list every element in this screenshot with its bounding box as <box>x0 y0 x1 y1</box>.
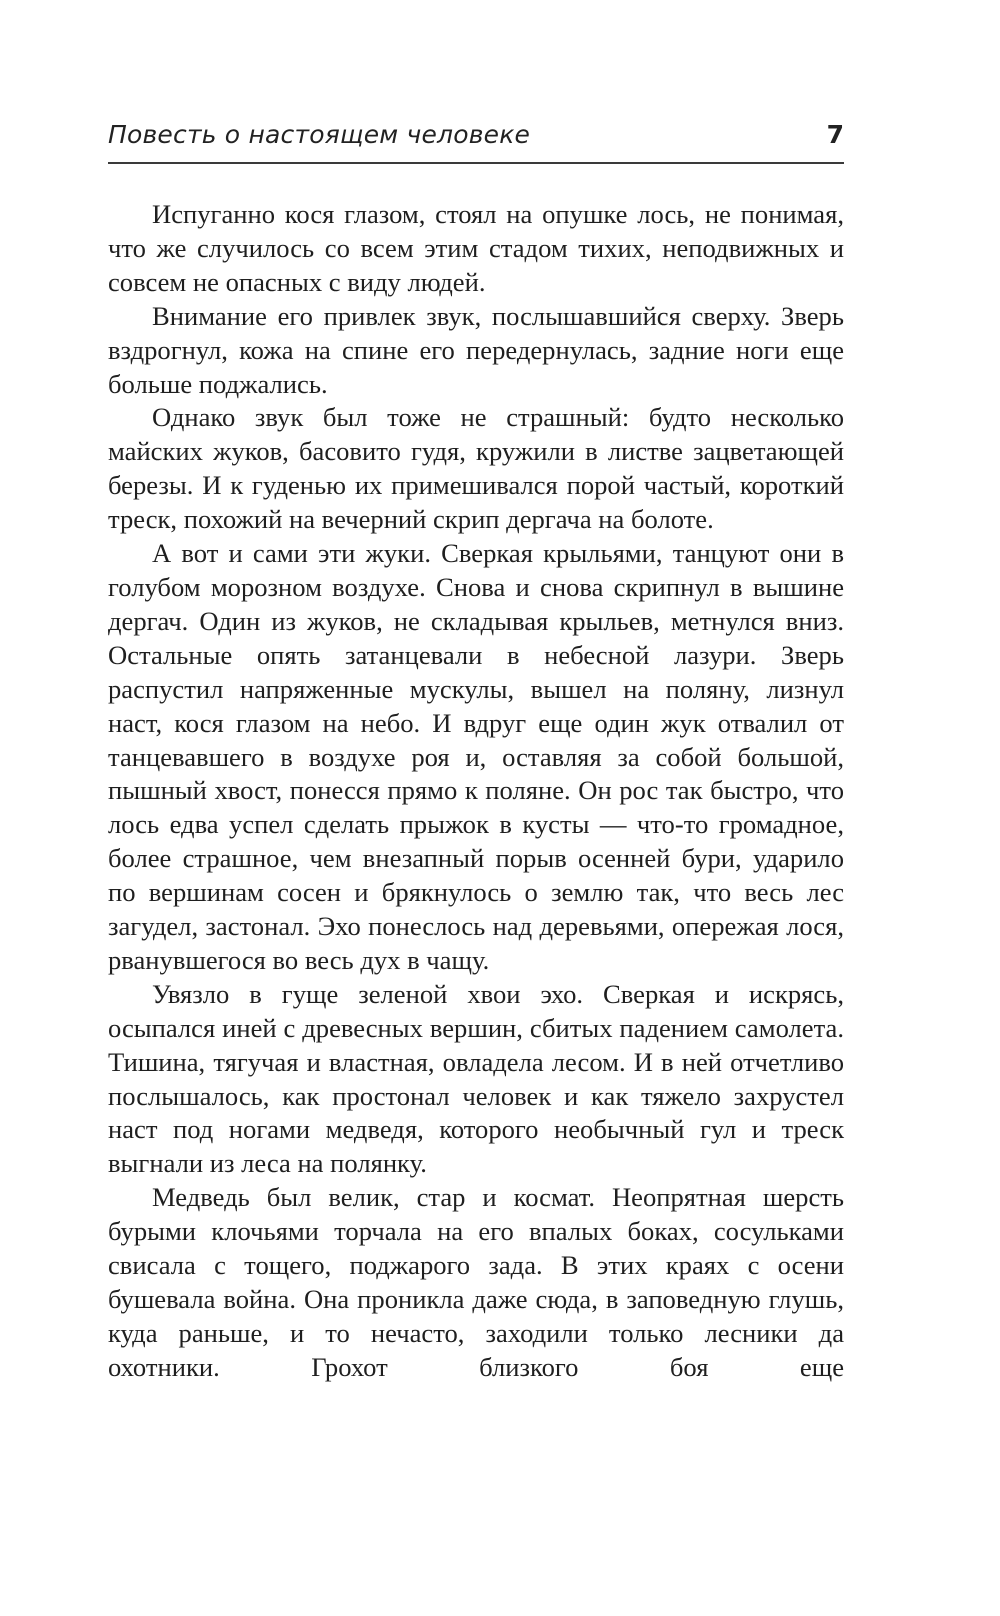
page-number: 7 <box>826 120 844 149</box>
paragraph: Испуганно кося глазом, стоял на опушке лось, не понимая, что же случилось со всем этим стадом тихих, неподвижных и совсем не опасных с виду людей. <box>108 199 844 297</box>
paragraph: Однако звук был тоже не страшный: будто несколько майских жуков, басовито гудя, кружили в листве зацветающей березы. И к гуденью их примешивался порой частый, короткий треск, похожий на вечерний скрип дергача на болоте. <box>108 402 844 535</box>
paragraph: А вот и сами эти жуки. Сверкая крыльями, танцуют они в голубом морозном воздухе. Снова и снова скрипнул в вышине дергач. Один из жуков, не складывая крыльев, метнулся вниз. Остальные опять затанцевали в небесной лазури. Зверь распустил напряженные мускулы, вышел на поляну, лизнул наст, кося глазом на небо. И вдруг еще один жук отвалил от танцевавшего в воздухе роя и, оставляя за собой большой, пышный хвост, понесся прямо к поляне. Он рос так быстро, что лось едва успел сделать прыжок в кусты — что-то громадное, более страшное, чем внезапный порыв осенней бури, ударило по вершинам сосен и брякнулось о землю так, что весь лес загудел, застонал. Эхо понеслось над деревьями, опережая лося, рванувшегося во весь дух в чащу. <box>108 538 844 975</box>
book-page <box>108 118 844 1385</box>
running-title: Повесть о настоящем человеке <box>108 120 531 149</box>
paragraph: Увязло в гуще зеленой хвои эхо. Сверкая и искрясь, осыпался иней с древесных вершин, сбитых падением самолета. Тишина, тягучая и властная, овладела лесом. И в ней отчетливо послышалось, как простонал человек и как тяжело захрустел наст под ногами медведя, которого необычный гул и треск выгнали из леса на полянку. <box>108 978 844 1179</box>
body-text <box>108 198 844 1385</box>
paragraph: Внимание его привлек звук, послышавшийся сверху. Зверь вздрогнул, кожа на спине его передернулась, задние ноги еще больше поджались. <box>108 300 844 399</box>
running-header <box>108 118 844 164</box>
paragraph: Медведь был велик, стар и космат. Неопрятная шерсть бурыми клочьями торчала на его впалых боках, сосульками свисала с тощего, поджарого зада. В этих краях с осени бушевала война. Она проникла даже сюда, в заповедную глушь, куда раньше, и то нечасто, заходили только лесники да охотники. Грохот близкого боя еще <box>108 1182 844 1382</box>
